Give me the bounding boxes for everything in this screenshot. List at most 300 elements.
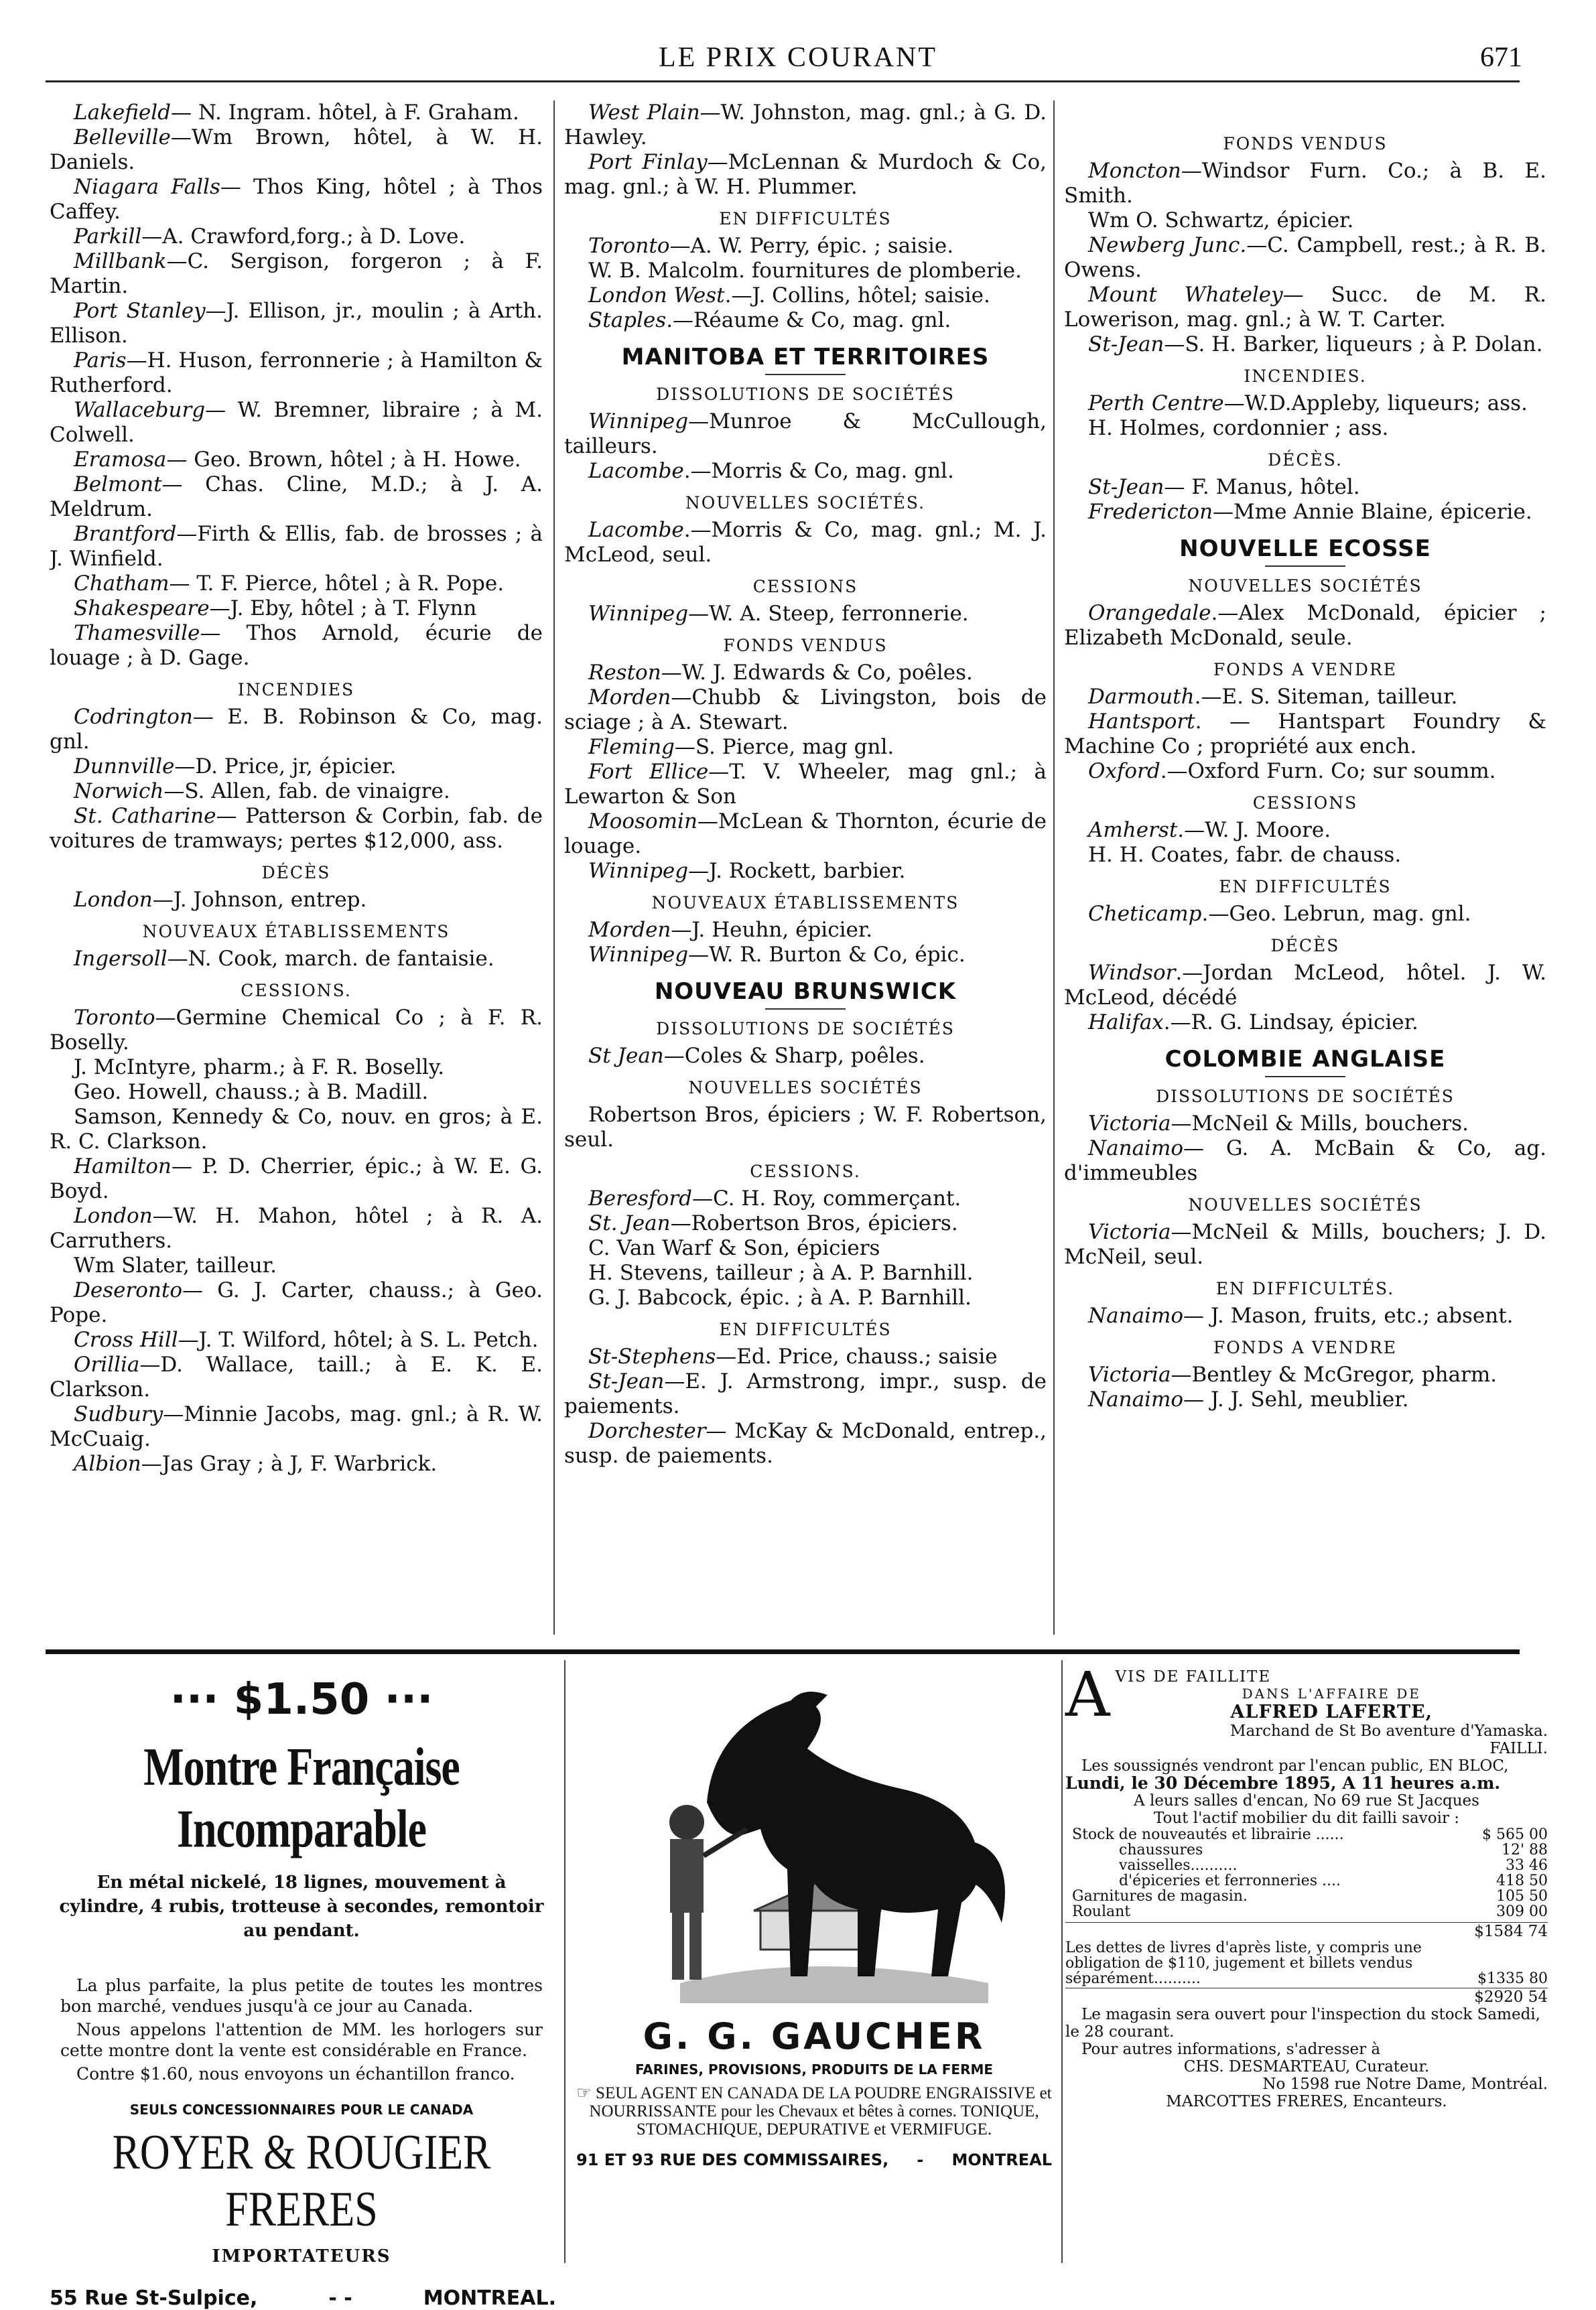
watch-paragraph: La plus parfaite, la plus petite de toutes les montres bon marché, vendues jusqu'à ce jour au Canada. — [60, 1976, 543, 2016]
listing-entry — [564, 859, 1047, 884]
notice-failli: FAILLI. — [1489, 1740, 1548, 1757]
subsection-heading: DÉCÈS. — [1268, 450, 1343, 470]
column-3 — [1064, 125, 1546, 1412]
inventory-amount: $ 565 00 — [1482, 1826, 1548, 1843]
listing-entry — [564, 283, 1047, 308]
listing-entry — [1064, 283, 1546, 332]
listing-entry — [50, 1402, 543, 1452]
listing-text: —McNeil & Mills, bouchers; J. D. McNeil, seul. — [1064, 1220, 1546, 1269]
listing-text: Wm O. Schwartz, épicier. — [1088, 208, 1354, 232]
listing-place: St-Jean — [1088, 475, 1165, 499]
listing-text: —Minnie Jacobs, mag. gnl.; à R. W. McCuaig. — [50, 1402, 543, 1451]
listing-text: —C. Sergison, forgeron ; à F. Martin. — [50, 249, 543, 298]
listing-entry — [564, 685, 1047, 735]
listing-place: Dunnville — [74, 754, 175, 778]
listing-text: — J. Mason, fruits, etc.; absent. — [1183, 1304, 1514, 1328]
listing-text: — G. A. McBain & Co, ag. d'immeubles — [1064, 1136, 1546, 1185]
listing-text: Wm Slater, tailleur. — [74, 1253, 277, 1278]
listing-entry — [1064, 1387, 1546, 1412]
listing-place: Orillia — [74, 1353, 140, 1377]
subsection-heading: INCENDIES — [237, 680, 355, 699]
listing-entry — [564, 459, 1047, 484]
listing-entry — [564, 602, 1047, 626]
listing-entry — [564, 409, 1047, 459]
listing-text: H. Stevens, tailleur ; à A. P. Barnhill. — [588, 1261, 974, 1285]
notice-subtotal: $1584 74 — [1065, 1922, 1548, 1940]
listing-place: Halifax — [1088, 1010, 1164, 1034]
listing-entry — [50, 398, 543, 448]
listing-entry — [564, 1044, 1047, 1069]
listing-entry — [1064, 685, 1546, 709]
watch-title: Montre Française Incomparable — [143, 1737, 460, 1858]
listing-entry — [50, 596, 543, 621]
watch-address-dash: - - — [328, 2287, 352, 2310]
listing-text: — Chas. Cline, M.D.; à J. A. Meldrum. — [50, 472, 543, 521]
listing-entry — [1064, 902, 1546, 927]
listing-place: Ingersoll — [74, 947, 168, 971]
listing-place: St-Jean — [588, 1369, 665, 1394]
listing-text: —Robertson Bros, épiciers. — [670, 1211, 958, 1235]
inventory-amount: 33 46 — [1506, 1857, 1548, 1874]
notice-date: Lundi, le 30 Décembre 1895, A 11 heures a.m. — [1065, 1773, 1501, 1793]
listing-entry — [50, 1154, 543, 1204]
subsection-heading: EN DIFFICULTÉS — [719, 1320, 892, 1339]
listing-text: — Patterson & Corbin, fab. de voitures de tramways; pertes $12,000, ass. — [50, 804, 543, 853]
listing-entry — [564, 1419, 1047, 1469]
listing-text: —McLennan & Murdoch & Co, mag. gnl.; à W. H. Plummer. — [564, 150, 1047, 199]
listing-entry — [50, 224, 543, 249]
listing-text: .—Alex McDonald, épicier ; Elizabeth McDonald, seule. — [1064, 601, 1546, 650]
listing-entry — [50, 779, 543, 804]
listing-text: .—Réaume & Co, mag. gnl. — [666, 308, 951, 332]
listing-text: —McNeil & Mills, bouchers. — [1171, 1111, 1469, 1136]
subsection-heading: NOUVEAUX ÉTABLISSEMENTS — [142, 922, 450, 941]
listing-entry — [50, 888, 543, 912]
listing-text: — N. Ingram. hôtel, à F. Graham. — [170, 100, 519, 125]
listing-text: —W.D.Appleby, liqueurs; ass. — [1223, 391, 1528, 415]
listing-text: —D. Price, jr, épicier. — [174, 754, 397, 778]
section-heading: MANITOBA ET TERRITOIRES — [621, 344, 990, 370]
inventory-label: d'épiceries et ferronneries .... — [1119, 1873, 1341, 1889]
listing-text: —J. Ellison, jr., moulin ; à Arth. Ellison. — [50, 299, 543, 348]
listing-place: Port Stanley — [74, 299, 206, 323]
listing-place: Moncton — [1088, 159, 1181, 183]
listing-entry — [1064, 475, 1546, 500]
listing-place: Chatham — [74, 571, 170, 596]
listing-place: Amherst — [1088, 818, 1178, 842]
listing-text: —Coles & Sharp, poêles. — [663, 1044, 925, 1068]
listing-text: —W. H. Mahon, hôtel ; à R. A. Carruthers. — [50, 1204, 543, 1253]
inventory-amount: 418 50 — [1496, 1873, 1548, 1889]
column-1 — [50, 100, 543, 1477]
listing-text: . — Hantspart Foundry & Machine Co ; propriété aux ench. — [1064, 709, 1546, 758]
notice-subtitle: DANS L'AFFAIRE DE — [1242, 1686, 1421, 1702]
listing-entry — [50, 448, 543, 472]
notice-curator-address: No 1598 rue Notre Dame, Montréal. — [1262, 2076, 1548, 2093]
listing-entry — [564, 518, 1047, 567]
listing-entry — [564, 760, 1047, 809]
listing-place: London — [74, 888, 153, 912]
inventory-row — [1065, 1842, 1548, 1858]
page-title: LE PRIX COURANT — [658, 42, 937, 73]
subsection-heading: FONDS A VENDRE — [1213, 660, 1398, 679]
listing-text: —S. Allen, fab. de vinaigre. — [163, 779, 450, 803]
listing-text: —N. Cook, march. de fantaisie. — [167, 947, 494, 971]
listing-place: Morden — [588, 918, 671, 942]
notice-location: A leurs salles d'encan, No 69 rue St Jacques — [1134, 1792, 1479, 1810]
bankruptcy-notice — [1065, 1659, 1548, 2110]
listing-entry — [1064, 159, 1546, 208]
listing-text: —Chubb & Livingston, bois de sciage ; à A. Stewart. — [564, 685, 1047, 734]
listing-entry — [1064, 208, 1546, 233]
listing-entry — [1064, 1010, 1546, 1035]
inventory-amount: 12' 88 — [1501, 1842, 1548, 1858]
listing-entry — [50, 705, 543, 754]
listing-text: .—E. S. Siteman, tailleur. — [1194, 685, 1458, 709]
listing-place: Toronto — [74, 1006, 155, 1030]
notice-info: Pour autres informations, s'adresser à — [1081, 2041, 1381, 2058]
watch-address — [50, 2287, 556, 2310]
listing-entry — [50, 621, 543, 671]
subsection-heading: DISSOLUTIONS DE SOCIÉTÉS — [656, 385, 955, 404]
gaucher-products: FARINES, PROVISIONS, PRODUITS DE LA FERME — [635, 2061, 994, 2078]
listing-place: Morden — [588, 685, 671, 709]
notice-total: $2920 54 — [1065, 1988, 1548, 2006]
listing-entry — [564, 1261, 1047, 1286]
listing-place: London — [74, 1204, 153, 1228]
listing-text: .—Morris & Co, mag. gnl. — [683, 459, 954, 483]
subsection-heading: DÉCÈS — [261, 863, 331, 882]
listing-entry — [1064, 1304, 1546, 1329]
listing-entry — [50, 175, 543, 224]
listing-entry — [50, 249, 543, 299]
listing-text: —C. Campbell, rest.; à R. B. Owens. — [1064, 233, 1546, 282]
watch-firm: ROYER & ROUGIER FRERES — [112, 2125, 491, 2237]
listing-place: Reston — [588, 661, 661, 685]
gaucher-agent-text: ☞ SEUL AGENT EN CANADA DE LA POUDRE ENGRAISSIVE et NOURRISSANTE pour les Chevaux et bêtes à cornes. TONIQUE, STOMACHIQUE, DEPURATIVE et VERMIFUGE. — [576, 2084, 1052, 2138]
watch-address-city: MONTREAL. — [423, 2287, 556, 2310]
section-divider — [1265, 1076, 1345, 1077]
listing-place: Fredericton — [1088, 500, 1213, 524]
listing-entry — [50, 1353, 543, 1402]
gaucher-address-street: 91 ET 93 RUE DES COMMISSAIRES, — [576, 2151, 889, 2169]
listing-place: Cheticamp — [1088, 902, 1202, 926]
listing-text: W. B. Malcolm. fournitures de plomberie. — [588, 259, 1022, 283]
listing-place: Oxford — [1088, 759, 1160, 783]
listing-place: Nanaimo — [1088, 1304, 1184, 1328]
watch-advertisement — [40, 1668, 563, 2310]
subsection-heading: DISSOLUTIONS DE SOCIÉTÉS — [1156, 1087, 1455, 1106]
listing-entry — [50, 1328, 543, 1353]
listing-place: Fort Ellice — [588, 760, 709, 784]
inventory-row — [1065, 1889, 1548, 1904]
listing-place: Parkill — [74, 224, 142, 249]
listing-place: Dorchester — [588, 1419, 706, 1443]
subsection-heading: FONDS VENDUS — [1223, 134, 1388, 153]
section-heading: NOUVELLE ECOSSE — [1179, 535, 1431, 562]
listing-entry — [50, 754, 543, 779]
listing-place: Winnipeg — [588, 859, 689, 883]
listing-entry — [564, 735, 1047, 760]
listing-text: .—Oxford Furn. Co; sur soumm. — [1160, 759, 1496, 783]
listing-place: Hantsport — [1088, 709, 1195, 734]
listing-text: —Munroe & McCullough, tailleurs. — [564, 409, 1047, 458]
listing-place: Beresford — [588, 1186, 692, 1211]
inventory-row — [1065, 1904, 1548, 1919]
inventory-label: vaisselles.......... — [1119, 1857, 1238, 1874]
subsection-heading: FONDS A VENDRE — [1213, 1338, 1398, 1357]
inventory-label: chaussures — [1119, 1842, 1203, 1858]
listing-entry — [1064, 843, 1546, 868]
listing-entry — [564, 100, 1047, 150]
listing-text: — Thos Arnold, écurie de louage ; à D. Gage. — [50, 621, 543, 670]
listing-entry — [564, 1369, 1047, 1419]
section-divider — [765, 374, 846, 375]
listing-place: Shakespeare — [74, 596, 210, 620]
listing-text: — W. Bremner, libraire ; à M. Colwell. — [50, 398, 543, 447]
inventory-label: Roulant — [1072, 1903, 1131, 1920]
notice-debts: Les dettes de livres d'après liste, y compris une obligation de $110, jugement et billets vendus séparément.......... — [1065, 1940, 1422, 1987]
listing-entry — [564, 1286, 1047, 1310]
listing-text: —A. Crawford,forg.; à D. Love. — [141, 224, 466, 249]
inventory-label: Stock de nouveautés et librairie ...... — [1072, 1826, 1344, 1843]
listing-entry — [564, 809, 1047, 859]
listing-place: St Jean — [588, 1044, 664, 1068]
notice-inspection: Le magasin sera ouvert pour l'inspection du stock Samedi, le 28 courant. — [1065, 2006, 1540, 2041]
listing-place: Nanaimo — [1088, 1387, 1184, 1412]
listing-place: Lakefield — [74, 100, 171, 125]
listing-entry — [50, 522, 543, 571]
listing-text: —W. A. Steep, ferronnerie. — [688, 602, 969, 626]
listing-entry — [564, 1236, 1047, 1261]
listing-place: Newberg Junc. — [1088, 233, 1247, 257]
listing-entry — [564, 234, 1047, 259]
subsection-heading: FONDS VENDUS — [723, 636, 888, 655]
listing-text: — Geo. Brown, hôtel ; à H. Howe. — [166, 448, 521, 472]
listing-place: Brantford — [74, 522, 177, 546]
listing-text: —J. Johnson, entrep. — [152, 888, 367, 912]
notice-sale-text: Les soussignés vendront par l'encan public, EN BLOC, — [1081, 1757, 1509, 1775]
listing-text: —H. Huson, ferronnerie ; à Hamilton & Rutherford. — [50, 348, 543, 397]
inventory-amount: 309 00 — [1496, 1903, 1548, 1920]
advertisement-rule — [46, 1649, 1520, 1654]
listing-entry — [1064, 500, 1546, 525]
watch-address-street: 55 Rue St-Sulpice, — [50, 2287, 258, 2310]
listing-place: Mount Whateley — [1088, 283, 1283, 307]
watch-paragraph: Contre $1.60, nous envoyons un échantillon franco. — [76, 2064, 515, 2084]
listing-place: Perth Centre — [1088, 391, 1224, 415]
debts-table — [1065, 1940, 1548, 1986]
listing-entry — [50, 125, 543, 175]
listing-entry — [50, 1253, 543, 1278]
listing-entry — [564, 1211, 1047, 1236]
listing-place: St. Jean — [588, 1211, 671, 1235]
notice-curator: CHS. DESMARTEAU, Curateur. — [1183, 2058, 1430, 2076]
listing-text: — McKay & McDonald, entrep., susp. de paiements. — [564, 1419, 1047, 1468]
listing-text: .—Geo. Lebrun, mag. gnl. — [1201, 902, 1471, 926]
listing-text: —E. J. Armstrong, impr., susp. de paiements. — [564, 1369, 1047, 1418]
listing-text: C. Van Warf & Son, épiciers — [588, 1236, 880, 1260]
listing-place: London West — [588, 283, 725, 308]
header-rule — [46, 80, 1520, 82]
notice-bankrupt-name: ALFRED LAFERTE, — [1230, 1702, 1433, 1722]
listing-place: Norwich — [74, 779, 164, 803]
inventory-table — [1065, 1827, 1548, 1919]
listing-text: .—J. Collins, hôtel; saisie. — [724, 283, 990, 308]
inventory-amount: 105 50 — [1496, 1888, 1548, 1905]
listing-entry — [50, 947, 543, 971]
listing-place: Albion — [74, 1452, 141, 1476]
listing-text: —Wm Brown, hôtel, à W. H. Daniels. — [50, 125, 543, 174]
gaucher-advertisement — [570, 1668, 1059, 2169]
listing-place: Hamilton — [74, 1154, 172, 1178]
listing-text: G. J. Babcock, épic. ; à A. P. Barnhill. — [588, 1286, 972, 1310]
inventory-label: Garnitures de magasin. — [1072, 1888, 1248, 1905]
listing-entry — [564, 150, 1047, 200]
page-number: 671 — [1480, 42, 1522, 73]
listing-place: Darmouth — [1088, 685, 1195, 709]
listing-text: — F. Manus, hôtel. — [1164, 475, 1360, 499]
listing-entry — [50, 1452, 543, 1477]
listing-text: J. McIntyre, pharm.; à F. R. Boselly. — [74, 1055, 445, 1079]
listing-entry — [50, 1006, 543, 1055]
listing-text: —C. H. Roy, commerçant. — [692, 1186, 961, 1211]
listing-text: —Bentley & McGregor, pharm. — [1171, 1363, 1498, 1387]
subsection-heading: INCENDIES. — [1244, 366, 1367, 386]
listing-place: Victoria — [1088, 1220, 1171, 1244]
section-heading: NOUVEAU BRUNSWICK — [654, 978, 957, 1005]
listing-text: —Ed. Price, chauss.; saisie — [716, 1345, 998, 1369]
ad-divider-1 — [564, 1660, 566, 2263]
notice-merchant: Marchand de St Bo aventure d'Yamaska. — [1229, 1722, 1548, 1740]
gaucher-address — [576, 2151, 1052, 2169]
listing-text: —J. Eby, hôtel ; à T. Flynn — [209, 596, 477, 620]
listing-entry — [50, 100, 543, 125]
listing-place: Staples — [588, 308, 667, 332]
listing-entry — [564, 1186, 1047, 1211]
listing-text: —W. J. Edwards & Co, poêles. — [661, 661, 973, 685]
listing-text: —W. Johnston, mag. gnl.; à G. D. Hawley. — [564, 100, 1047, 149]
listing-place: Winnipeg — [588, 409, 689, 433]
listing-entry — [50, 348, 543, 398]
listing-text: —J. T. Wilford, hôtel; à S. L. Petch. — [178, 1328, 539, 1352]
listing-text: —S. Pierce, mag gnl. — [674, 735, 894, 759]
listing-entry — [1064, 709, 1546, 759]
listing-place: Wallaceburg — [74, 398, 206, 422]
listing-place: Belleville — [74, 125, 171, 149]
ad-divider-2 — [1061, 1660, 1063, 2263]
listing-text: — T. F. Pierce, hôtel ; à R. Pope. — [169, 571, 505, 596]
listing-text: H. Holmes, cordonnier ; ass. — [1088, 416, 1389, 440]
listing-text: —S. H. Barker, liqueurs ; à P. Dolan. — [1164, 332, 1543, 356]
listing-entry — [1064, 961, 1546, 1010]
listing-place: St-Jean — [1088, 332, 1165, 356]
listing-text: —Jas Gray ; à J, F. Warbrick. — [141, 1452, 438, 1476]
listing-text: — E. B. Robinson & Co, mag. gnl. — [50, 705, 543, 754]
subsection-heading: CESSIONS — [1252, 793, 1358, 813]
notice-title: VIS DE FAILLITE — [1115, 1668, 1272, 1686]
listing-entry — [564, 1345, 1047, 1369]
listing-text: — Thos King, hôtel ; à Thos Caffey. — [50, 175, 543, 224]
listing-place: Nanaimo — [1088, 1136, 1184, 1160]
listing-place: Victoria — [1088, 1111, 1171, 1136]
listing-place: Winnipeg — [588, 943, 689, 967]
listing-text: —Germine Chemical Co ; à F. R. Boselly. — [50, 1006, 543, 1055]
listing-entry — [564, 308, 1047, 333]
listing-place: St. Catharine — [74, 804, 216, 828]
listing-text: —D. Wallace, taill.; à E. K. E. Clarkson. — [50, 1353, 543, 1402]
subsection-heading: EN DIFFICULTÉS — [1219, 877, 1392, 896]
section-divider — [1265, 565, 1345, 567]
listing-entry — [50, 299, 543, 348]
subsection-heading: CESSIONS. — [241, 981, 352, 1000]
column-2 — [564, 100, 1047, 1469]
column-divider-2 — [1053, 100, 1055, 1635]
inventory-row — [1065, 1858, 1548, 1873]
notice-assets: Tout l'actif mobilier du dit failli savoir : — [1153, 1810, 1460, 1827]
subsection-heading: DÉCÈS — [1270, 936, 1340, 955]
subsection-heading: EN DIFFICULTÉS. — [1215, 1279, 1395, 1298]
listing-text: — P. D. Cherrier, épic.; à W. E. G. Boyd. — [50, 1154, 543, 1203]
listing-place: Thamesville — [74, 621, 200, 645]
subsection-heading: EN DIFFICULTÉS — [719, 209, 892, 228]
listing-text: .—Jordan McLeod, hôtel. J. W. McLeod, décédé — [1064, 961, 1546, 1010]
listing-place: Orangedale — [1088, 601, 1211, 625]
subsection-heading: NOUVEAUX ÉTABLISSEMENTS — [651, 893, 959, 912]
listing-entry — [50, 1204, 543, 1253]
listing-text: .—W. J. Moore. — [1177, 818, 1331, 842]
gaucher-name: G. G. GAUCHER — [643, 2015, 986, 2057]
listing-entry — [1064, 332, 1546, 357]
listing-place: Lacombe — [588, 459, 684, 483]
subsection-heading: NOUVELLES SOCIÉTÉS. — [685, 493, 926, 513]
listing-text: Geo. Howell, chauss.; à B. Madill. — [74, 1080, 429, 1104]
listing-text: —W. R. Burton & Co, épic. — [688, 943, 966, 967]
listing-entry — [564, 1103, 1047, 1152]
listing-entry — [1064, 1136, 1546, 1186]
listing-entry — [1064, 818, 1546, 843]
column-divider-1 — [553, 100, 555, 1635]
subsection-heading: NOUVELLES SOCIÉTÉS — [688, 1078, 923, 1097]
notice-initial: A — [1065, 1659, 1110, 1730]
gaucher-address-city: MONTREAL — [951, 2151, 1052, 2169]
gaucher-address-dash: - — [917, 2151, 924, 2169]
listing-text: —J. Heuhn, épicier. — [671, 918, 873, 942]
listing-text: H. H. Coates, fabr. de chauss. — [1088, 843, 1402, 867]
listing-place: Moosomin — [588, 809, 697, 833]
listing-place: Victoria — [1088, 1363, 1171, 1387]
listing-place: Lacombe — [588, 518, 684, 542]
listing-text: —McLean & Thornton, écurie de louage. — [564, 809, 1047, 858]
listing-place: Millbank — [74, 249, 167, 273]
listing-place: Sudbury — [74, 1402, 163, 1426]
listing-text: —Firth & Ellis, fab. de brosses ; à J. Winfield. — [50, 522, 543, 571]
notice-debts-amount: $1335 80 — [1477, 1970, 1548, 1987]
listing-entry — [564, 661, 1047, 685]
listing-entry — [1064, 1363, 1546, 1387]
section-heading: COLOMBIE ANGLAISE — [1165, 1046, 1446, 1073]
watch-description: En métal nickelé, 18 lignes, mouvement à cylindre, 4 rubis, trotteuse à secondes, remontoir au pendant. — [59, 1873, 544, 1941]
listing-text: Robertson Bros, épiciers ; W. F. Robertson, seul. — [564, 1103, 1047, 1152]
subsection-heading: NOUVELLES SOCIÉTÉS — [1188, 576, 1422, 596]
listing-entry — [1064, 1111, 1546, 1136]
listing-entry — [1064, 391, 1546, 416]
watch-price: ··· $1.50 ··· — [170, 1675, 434, 1724]
notice-auctioneers: MARCOTTES FRERES, Encanteurs. — [1166, 2093, 1447, 2110]
listing-text: —T. V. Wheeler, mag gnl.; à Lewarton & Son — [564, 760, 1047, 809]
listing-place: West Plain — [588, 100, 700, 125]
subsection-heading: CESSIONS — [752, 577, 858, 596]
